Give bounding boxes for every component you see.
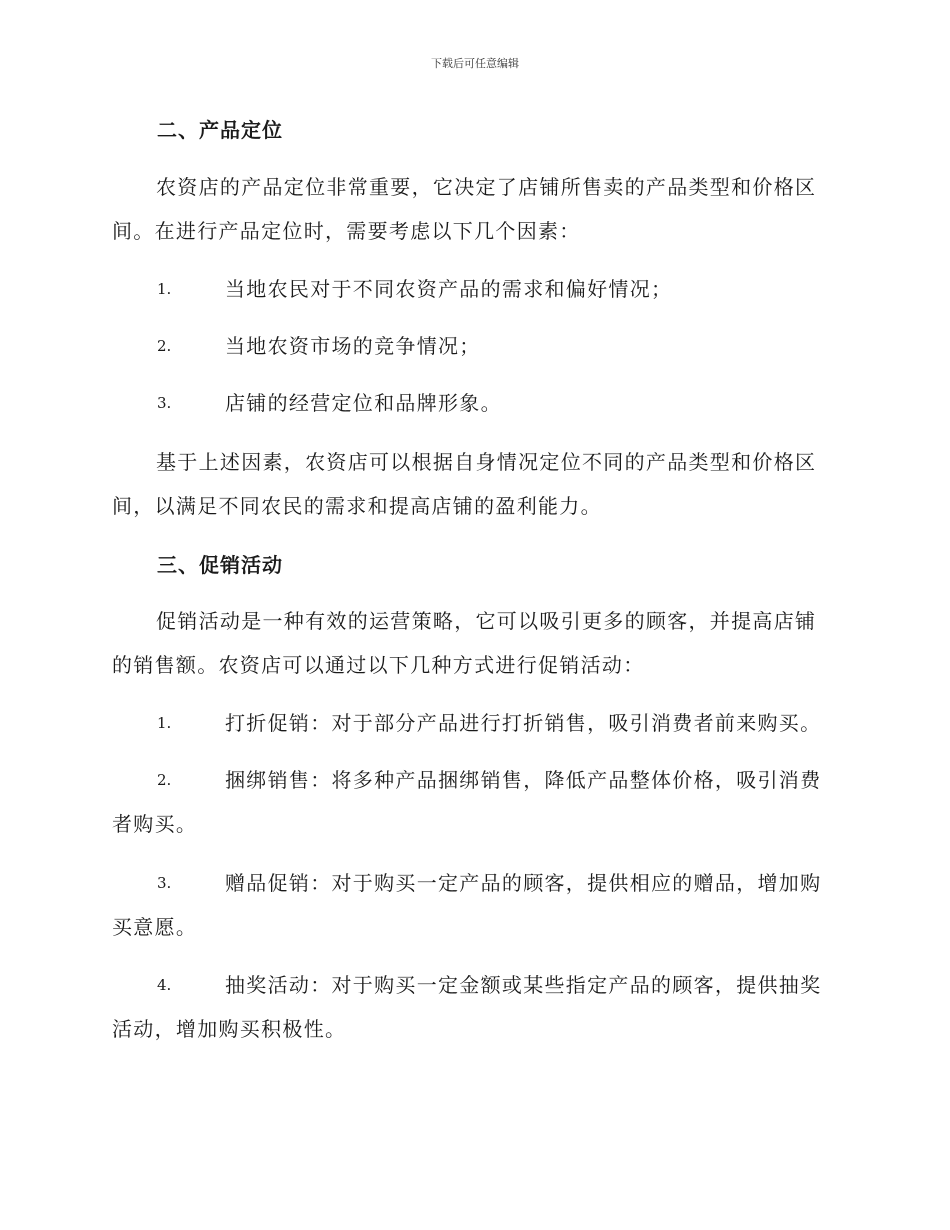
list-number: 1. — [157, 280, 172, 298]
section-heading-positioning: 二、产品定位 — [157, 118, 283, 142]
list-item — [112, 861, 832, 949]
page-header: 下载后可任意编辑 — [431, 57, 519, 70]
list-number: 2. — [157, 337, 172, 355]
list-number: 2. — [157, 771, 172, 789]
list-number: 1. — [157, 714, 172, 732]
list-number: 3. — [157, 394, 172, 412]
section-heading-promotion: 三、促销活动 — [157, 553, 283, 577]
list-number: 3. — [157, 874, 172, 892]
paragraph-positioning-intro: 农资店的产品定位非常重要，它决定了店铺所售卖的产品类型和价格区间。在进行产品定位时，需要考虑以下几个因素： — [112, 175, 817, 243]
list-text: 当地农民对于不同农资产品的需求和偏好情况； — [225, 277, 673, 301]
list-item — [112, 963, 832, 1051]
list-item — [112, 758, 832, 846]
list-item — [112, 267, 832, 311]
list-text: 打折促销：对于部分产品进行打折销售，吸引消费者前来购买。 — [225, 711, 822, 735]
paragraph-positioning-conclusion: 基于上述因素，农资店可以根据自身情况定位不同的产品类型和价格区间，以满足不同农民的需求和提高店铺的盈利能力。 — [112, 450, 817, 518]
list-text: 抽奖活动：对于购买一定金额或某些指定产品的顾客，提供抽奖活动，增加购买积极性。 — [112, 973, 822, 1041]
list-text: 捆绑销售：将多种产品捆绑销售，降低产品整体价格，吸引消费者购买。 — [112, 768, 822, 836]
list-item — [112, 324, 832, 368]
list-item — [112, 381, 832, 425]
list-number: 4. — [157, 976, 172, 994]
list-item — [112, 701, 832, 745]
list-text: 赠品促销：对于购买一定产品的顾客，提供相应的赠品，增加购买意愿。 — [112, 871, 822, 939]
paragraph-promotion-intro: 促销活动是一种有效的运营策略，它可以吸引更多的顾客，并提高店铺的销售额。农资店可以通过以下几种方式进行促销活动： — [112, 609, 817, 677]
list-text: 当地农资市场的竞争情况； — [225, 334, 481, 358]
list-text: 店铺的经营定位和品牌形象。 — [225, 391, 502, 415]
